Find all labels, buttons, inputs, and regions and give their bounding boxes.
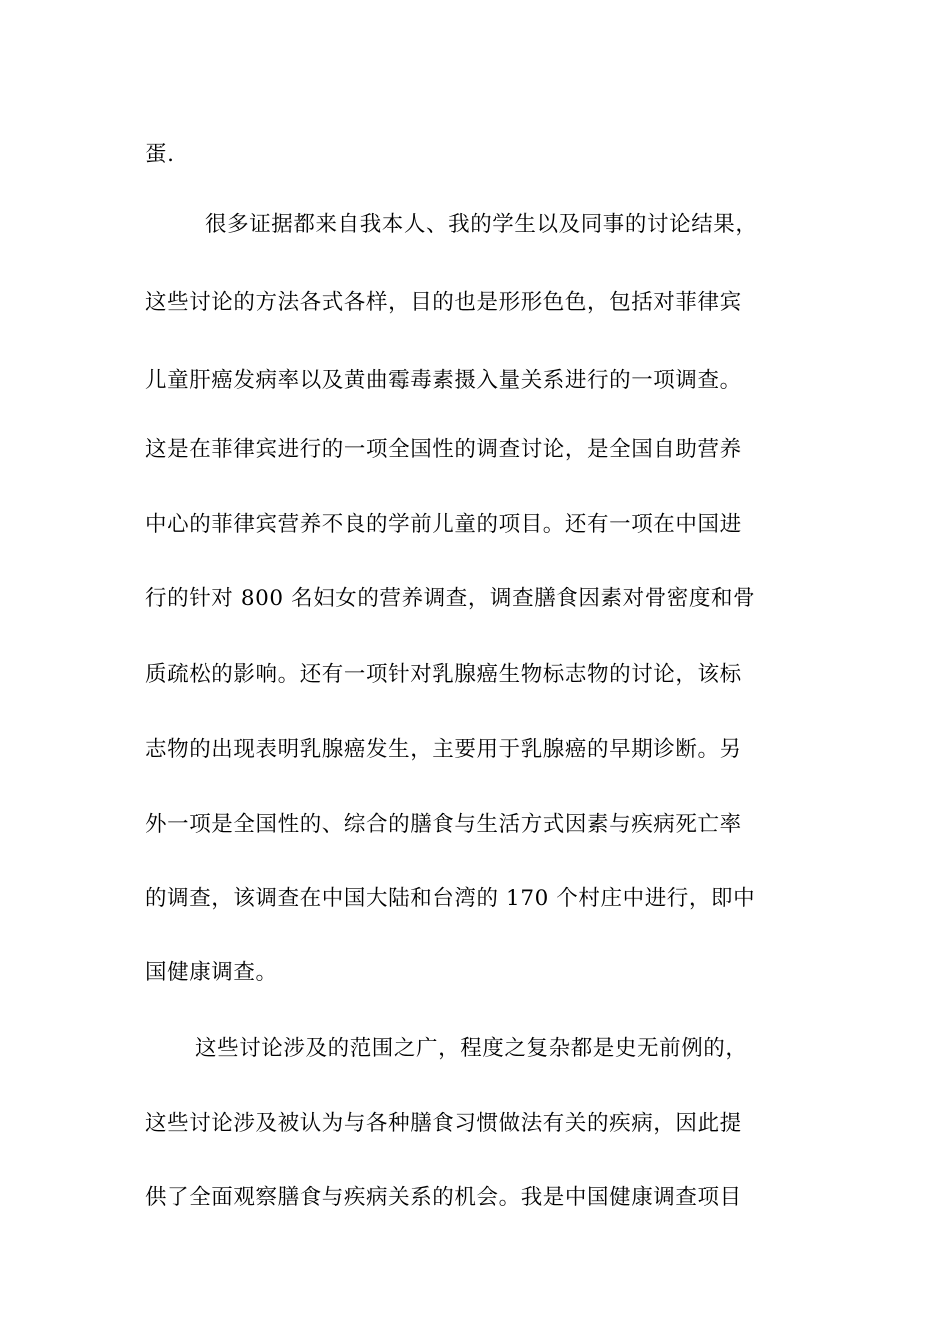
text-line: 志物的出现表明乳腺癌发生，主要用于乳腺癌的早期诊断。另 — [145, 737, 742, 762]
text-line: 供了全面观察膳食与疾病关系的机会。我是中国健康调查项目 — [145, 1185, 742, 1210]
text-line: 这些讨论的方法各式各样，目的也是形形色色，包括对菲律宾 — [145, 290, 742, 315]
text-line: 中心的菲律宾营养不良的学前儿童的项目。还有一项在中国进 — [145, 512, 742, 537]
text-line: 这是在菲律宾进行的一项全国性的调查讨论，是全国自助营养 — [145, 437, 742, 462]
text-line: 儿童肝癌发病率以及黄曲霉毒素摄入量关系进行的一项调查。 — [145, 368, 742, 393]
text-line: 外一项是全国性的、综合的膳食与生活方式因素与疾病死亡率 — [145, 812, 742, 837]
text-line: 国健康调查。 — [145, 960, 278, 985]
text-line: 这些讨论涉及被认为与各种膳食习惯做法有关的疾病，因此提 — [145, 1111, 742, 1136]
text-line: 行的针对 800 名妇女的营养调查，调查膳食因素对骨密度和骨 — [145, 586, 756, 611]
text-line: 蛋. — [145, 142, 175, 167]
text-line: 质疏松的影响。还有一项针对乳腺癌生物标志物的讨论，该标 — [145, 662, 742, 687]
paragraph-first-line: 这些讨论涉及的范围之广，程度之复杂都是史无前例的， — [195, 1036, 748, 1061]
text-line: 的调查，该调查在中国大陆和台湾的 170 个村庄中进行，即中 — [145, 886, 756, 911]
paragraph-first-line: 很多证据都来自我本人、我的学生以及同事的讨论结果， — [205, 212, 758, 237]
